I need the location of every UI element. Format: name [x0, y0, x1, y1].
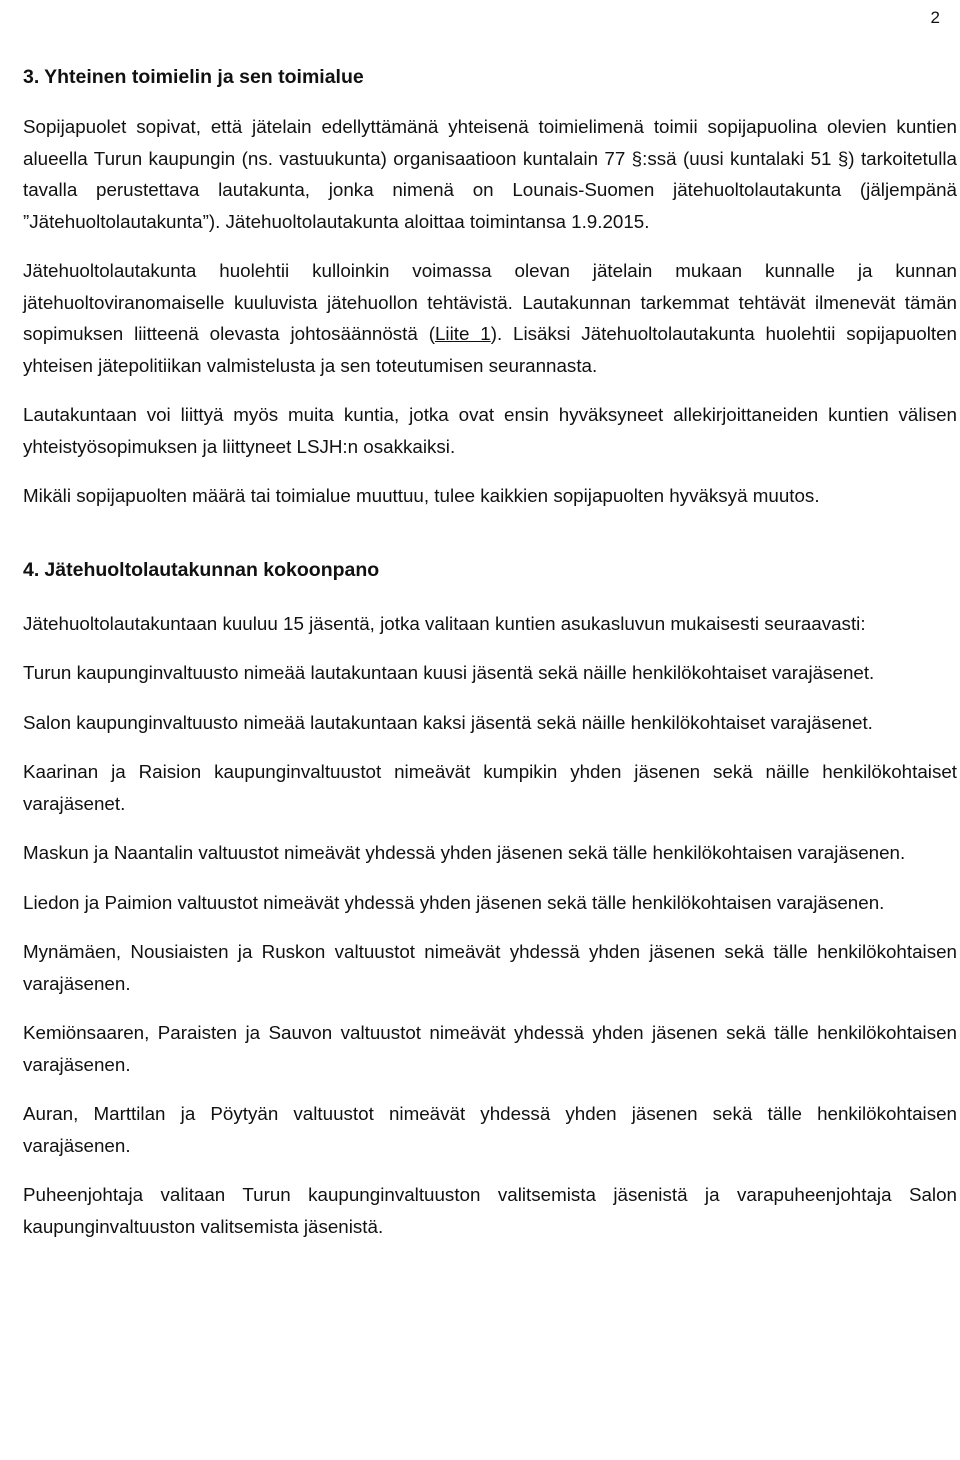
section-4-paragraph-10: Puheenjohtaja valitaan Turun kaupunginvaltuuston valitsemista jäsenistä ja varapuheenjohtaja Salon kaupunginvaltuuston valitsemista jäsenistä. — [23, 1184, 957, 1237]
section-4-paragraph-8: Kemiönsaaren, Paraisten ja Sauvon valtuustot nimeävät yhdessä yhden jäsenen sekä tälle henkilökohtaisen varajäsenen. — [23, 1022, 957, 1075]
section-4-paragraph-9: Auran, Marttilan ja Pöytyän valtuustot nimeävät yhdessä yhden jäsenen sekä tälle henkilökohtaisen varajäsenen. — [23, 1103, 957, 1156]
section-4-paragraph-3: Salon kaupunginvaltuusto nimeää lautakuntaan kaksi jäsentä sekä näille henkilökohtaiset varajäsenet. — [23, 711, 873, 733]
page-number: 2 — [930, 8, 940, 27]
section-4-paragraph-5: Maskun ja Naantalin valtuustot nimeävät yhdessä yhden jäsenen sekä tälle henkilökohtaisen varajäsenen. — [23, 842, 906, 863]
section-3-number: 3. — [23, 66, 40, 88]
duties-text-end: ). Lisäksi Jätehuoltolautakunta huolehtii sopijapuolten yhteisen jätepolitiikan valmistelusta ja sen toteutumisen seurannasta. — [23, 323, 957, 376]
section-3-heading — [23, 62, 957, 93]
duties-text-start: Jätehuoltolautakunta huolehtii kulloinkin voimassa olevan jätelain mukaan kunnalle ja kunnan jätehuoltoviranomaiselle kuuluvista jätehuollon tehtävistä. Lautakunnan tarkemmat tehtävät ilmenevät tämän sopimuksen liitteenä olevasta johtosäännöstä ( — [23, 260, 957, 344]
section-4-paragraph-2: Turun kaupunginvaltuusto nimeää lautakuntaan kuusi jäsentä sekä näille henkilökohtaiset varajäsenet. — [23, 662, 875, 683]
section-3-paragraph-1: Sopijapuolet sopivat, että jätelain edellyttämänä yhteisenä toimielimenä toimii sopijapuolina olevien kuntien alueella Turun kaupungin (ns. vastuukunta) organisaatioon kuntalain 77 §:ssä (uusi kuntalaki 51 §) tarkoitetulla tavalla perustettava lautakunta, jonka nimenä on Lounais-Suomen jätehuoltolautakunta (jäljempänä ”Jätehuoltolautakunta”). Jätehuoltolautakunta aloittaa toimintansa 1.9.2015. — [23, 116, 957, 232]
section-3-title: Yhteinen toimielin ja sen toimialue — [44, 66, 364, 88]
section-4-paragraph-6: Liedon ja Paimion valtuustot nimeävät yhdessä yhden jäsenen sekä tälle henkilökohtaisen varajäsenen. — [23, 891, 885, 913]
section-4-title: Jätehuoltolautakunnan kokoonpano — [44, 558, 380, 581]
section-4-paragraph-4: Kaarinan ja Raision kaupunginvaltuustot nimeävät kumpikin yhden jäsenen sekä näille henkilökohtaiset varajäsenet. — [23, 761, 957, 814]
section-3-paragraph-4: Mikäli sopijapuolten määrä tai toimialue muuttuu, tulee kaikkien sopijapuolten hyväksyä muutos. — [23, 485, 820, 506]
section-3-duties-paragraph — [23, 255, 957, 381]
section-4-heading — [23, 555, 957, 586]
section-3-paragraph-3: Lautakuntaan voi liittyä myös muita kuntia, jotka ovat ensin hyväksyneet allekirjoittaneiden kuntien välisen yhteistyösopimuksen ja liittyneet LSJH:n osakkaiksi. — [23, 404, 957, 457]
attachment-link[interactable]: Liite 1 — [434, 323, 491, 344]
section-4-paragraph-1: Jätehuoltolautakuntaan kuuluu 15 jäsentä, jotka valitaan kuntien asukasluvun mukaisesti seuraavasti: — [23, 612, 866, 634]
document-body — [23, 62, 957, 1242]
section-4-paragraph-7: Mynämäen, Nousiaisten ja Ruskon valtuustot nimeävät yhdessä yhden jäsenen sekä tälle henkilökohtaisen varajäsenen. — [23, 941, 957, 994]
section-4-number: 4. — [23, 558, 40, 581]
